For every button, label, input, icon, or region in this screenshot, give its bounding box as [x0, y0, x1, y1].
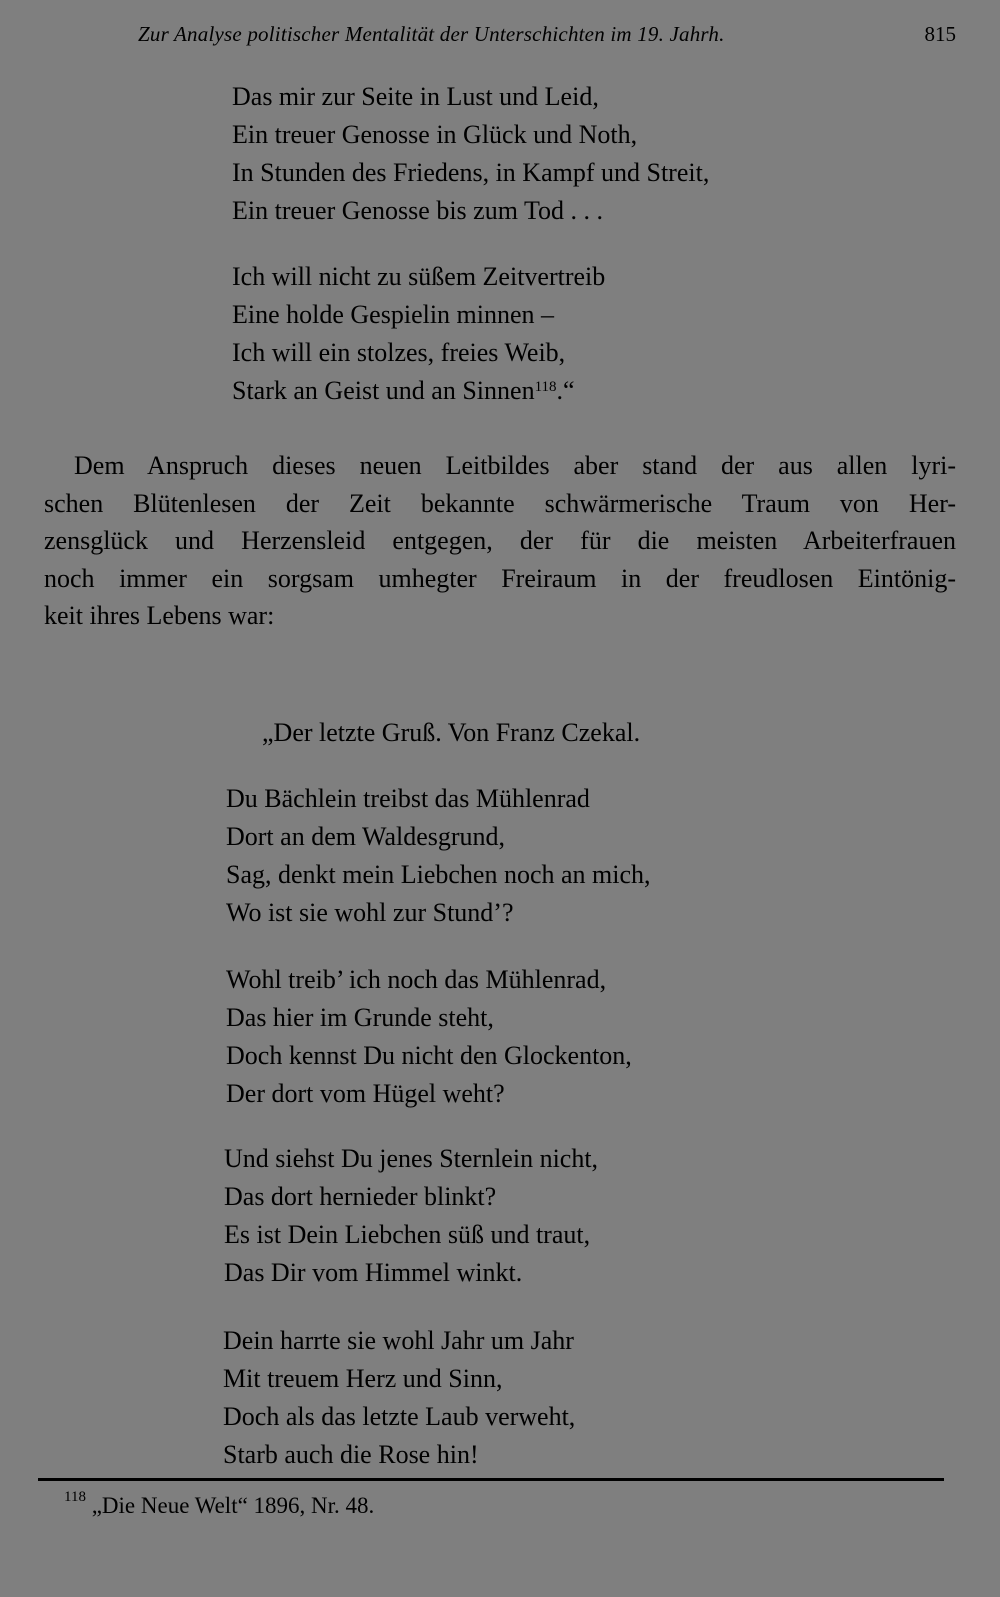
verse-line: Ich will nicht zu süßem Zeitvertreib [232, 262, 606, 291]
page-number: 815 [924, 22, 956, 46]
paragraph-line: keit ihres Lebens war: [44, 601, 275, 630]
poem2-stanza-4 [223, 1322, 575, 1474]
verse-line: Und siehst Du jenes Sternlein nicht, [224, 1144, 599, 1173]
verse-line: Das Dir vom Himmel winkt. [224, 1258, 523, 1287]
paragraph-line: Dem Anspruch dieses neuen Leitbildes aber stand der aus allen lyri- [74, 451, 956, 480]
footnote-rule [38, 1478, 944, 1481]
verse-line: Es ist Dein Liebchen süß und traut, [224, 1220, 591, 1249]
verse-line: Dort an dem Waldesgrund, [226, 822, 506, 851]
verse-line: Du Bächlein treibst das Mühlenrad [226, 784, 590, 813]
paragraph-line: zensglück und Herzensleid entgegen, der für die meisten Arbeiterfrauen [44, 526, 956, 555]
footnote-number: 118 [64, 1489, 86, 1505]
verse-line: Sag, denkt mein Liebchen noch an mich, [226, 860, 651, 889]
closing-quote: .“ [556, 376, 575, 405]
verse-line: Das dort hernieder blinkt? [224, 1182, 497, 1211]
verse-text: Stark an Geist und an Sinnen [232, 376, 535, 405]
poem1-stanza-1 [232, 78, 709, 230]
footnote [64, 1489, 375, 1519]
verse-line: Wohl treib’ ich noch das Mühlenrad, [226, 965, 607, 994]
paragraph-line: noch immer ein sorgsam umhegter Freiraum in der freudlosen Eintönig- [44, 563, 956, 593]
verse-line: Ein treuer Genosse bis zum Tod . . . [232, 196, 604, 225]
verse-line: Starb auch die Rose hin! [223, 1440, 479, 1469]
verse-line: Eine holde Gespielin minnen – [232, 300, 555, 329]
verse-line: Der dort vom Hügel weht? [226, 1079, 505, 1108]
running-title: Zur Analyse politischer Mentalität der Unterschichten im 19. Jahrh. [138, 22, 725, 46]
poem2-stanza-3 [224, 1140, 598, 1292]
verse-line [232, 372, 605, 410]
poem2-stanza-1 [226, 780, 651, 932]
verse-line: Wo ist sie wohl zur Stund’? [226, 898, 514, 927]
running-header [138, 22, 956, 52]
poem-title: „Der letzte Gruß. Von Franz Czekal. [262, 718, 641, 747]
verse-line: Dein harrte sie wohl Jahr um Jahr [223, 1326, 574, 1355]
paragraph-line: schen Blütenlesen der Zeit bekannte schwärmerische Traum von Her- [44, 488, 956, 518]
verse-line: Mit treuem Herz und Sinn, [223, 1364, 503, 1393]
verse-line: In Stunden des Friedens, in Kampf und Streit, [232, 158, 710, 187]
footnote-text: „Die Neue Welt“ 1896, Nr. 48. [91, 1493, 375, 1518]
verse-line: Ich will ein stolzes, freies Weib, [232, 338, 566, 367]
poem2-stanza-2 [226, 961, 632, 1113]
body-paragraph [44, 447, 956, 635]
verse-line: Das mir zur Seite in Lust und Leid, [232, 82, 599, 111]
verse-line: Doch kennst Du nicht den Glockenton, [226, 1041, 632, 1070]
poem1-stanza-2 [232, 258, 605, 410]
verse-line: Doch als das letzte Laub verweht, [223, 1402, 576, 1431]
verse-line: Das hier im Grunde steht, [226, 1003, 494, 1032]
footnote-reference: 118 [534, 379, 557, 395]
verse-line: Ein treuer Genosse in Glück und Noth, [232, 120, 638, 149]
